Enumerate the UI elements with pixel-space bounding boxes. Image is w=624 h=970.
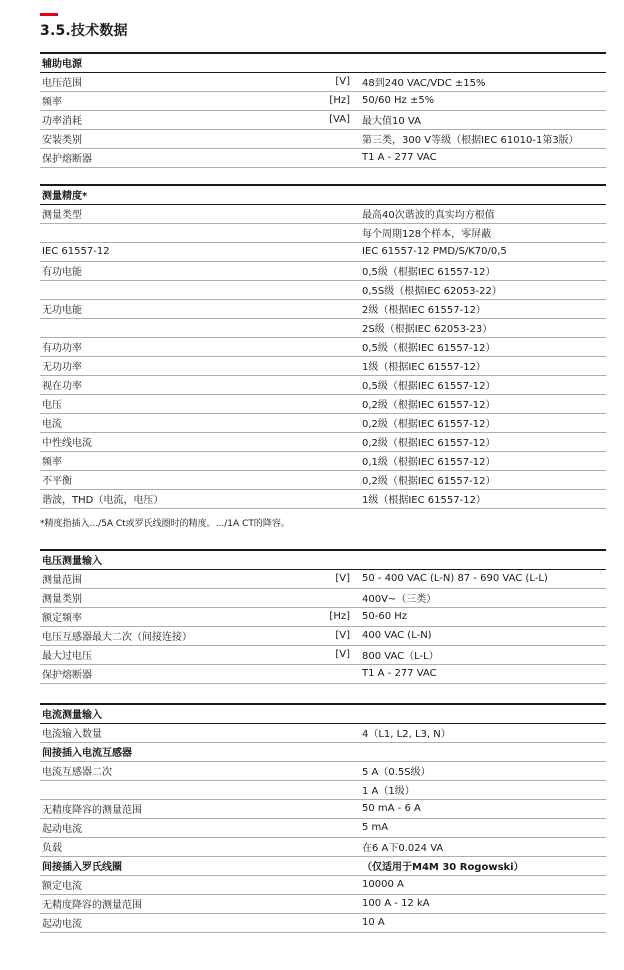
row-unit — [320, 356, 358, 375]
row-value: 2S级（根据IEC 62053-23） — [358, 318, 606, 337]
row-value: 50-60 Hz — [358, 607, 606, 626]
table-row — [40, 148, 606, 167]
row-label: 电流输入数量 — [40, 723, 320, 742]
row-unit — [320, 375, 358, 394]
row-value: 1 A（1级） — [358, 780, 606, 799]
row-unit: [VA] — [320, 110, 358, 129]
table-row — [40, 451, 606, 470]
row-label: 最大过电压 — [40, 645, 320, 664]
row-value: 0,2级（根据IEC 61557-12） — [358, 470, 606, 489]
row-label: 保护熔断器 — [40, 664, 320, 683]
row-label: 额定频率 — [40, 607, 320, 626]
table-row — [40, 318, 606, 337]
row-value: 400 VAC (L-N) — [358, 626, 606, 645]
table-row — [40, 432, 606, 451]
section-title: 辅助电源 — [40, 53, 606, 72]
row-unit — [320, 470, 358, 489]
row-unit — [320, 742, 358, 761]
row-value: 400V~（三类） — [358, 588, 606, 607]
table-row — [40, 242, 606, 261]
table-row — [40, 894, 606, 913]
section-header — [40, 704, 606, 723]
table-row — [40, 780, 606, 799]
row-label — [40, 280, 320, 299]
table-row — [40, 837, 606, 856]
table-row — [40, 299, 606, 318]
measurement-accuracy-table — [40, 184, 606, 509]
row-unit — [320, 413, 358, 432]
row-unit — [320, 588, 358, 607]
row-value: 1级（根据IEC 61557-12） — [358, 489, 606, 508]
row-label: 中性线电流 — [40, 432, 320, 451]
table-row — [40, 607, 606, 626]
row-label — [40, 318, 320, 337]
row-label: 视在功率 — [40, 375, 320, 394]
row-label: 不平衡 — [40, 470, 320, 489]
row-label: IEC 61557-12 — [40, 242, 320, 261]
row-value: 48到240 VAC/VDC ±15% — [358, 72, 606, 91]
row-value: IEC 61557-12 PMD/S/K70/0,5 — [358, 242, 606, 261]
row-unit — [320, 761, 358, 780]
row-unit: [V] — [320, 569, 358, 588]
row-unit — [320, 894, 358, 913]
table-row — [40, 280, 606, 299]
title-accent-bar — [40, 13, 58, 16]
row-label: 安装类别 — [40, 129, 320, 148]
row-unit: [Hz] — [320, 607, 358, 626]
row-label: 电压互感器最大二次（间接连接） — [40, 626, 320, 645]
row-value: 最高40次谐波的真实均方根值 — [358, 204, 606, 223]
section-header — [40, 550, 606, 569]
row-value: 2级（根据IEC 61557-12） — [358, 299, 606, 318]
current-input-table — [40, 703, 606, 933]
row-value: 在6 A下0.024 VA — [358, 837, 606, 856]
row-unit — [320, 723, 358, 742]
table-row — [40, 856, 606, 875]
row-value: 最大值10 VA — [358, 110, 606, 129]
table-row — [40, 588, 606, 607]
table-row — [40, 337, 606, 356]
table-row — [40, 645, 606, 664]
row-label: 无功电能 — [40, 299, 320, 318]
row-value: 50/60 Hz ±5% — [358, 91, 606, 110]
row-unit: [V] — [320, 626, 358, 645]
row-value: 0,5级（根据IEC 61557-12） — [358, 337, 606, 356]
row-unit — [320, 242, 358, 261]
row-value: 5 A（0.5S级） — [358, 761, 606, 780]
row-unit — [320, 261, 358, 280]
row-label: 测量类型 — [40, 204, 320, 223]
row-value: 0,2级（根据IEC 61557-12） — [358, 432, 606, 451]
row-value: 50 - 400 VAC (L-N) 87 - 690 VAC (L-L) — [358, 569, 606, 588]
section-title: 电压测量输入 — [40, 550, 606, 569]
row-unit — [320, 664, 358, 683]
row-unit — [320, 223, 358, 242]
row-label: 电流 — [40, 413, 320, 432]
table-row — [40, 261, 606, 280]
section-header — [40, 185, 606, 204]
row-value: 0,1级（根据IEC 61557-12） — [358, 451, 606, 470]
row-unit — [320, 337, 358, 356]
row-value: T1 A - 277 VAC — [358, 148, 606, 167]
table-row — [40, 413, 606, 432]
row-unit — [320, 799, 358, 818]
row-unit: [Hz] — [320, 91, 358, 110]
row-unit — [320, 129, 358, 148]
section-title: 测量精度* — [40, 185, 606, 204]
table-row — [40, 626, 606, 645]
row-value: 0,2级（根据IEC 61557-12） — [358, 394, 606, 413]
row-value: 50 mA - 6 A — [358, 799, 606, 818]
table-row — [40, 723, 606, 742]
row-unit: [V] — [320, 72, 358, 91]
table-row — [40, 913, 606, 932]
row-unit — [320, 394, 358, 413]
table-row — [40, 394, 606, 413]
row-value: 800 VAC（L-L） — [358, 645, 606, 664]
row-label: 测量类别 — [40, 588, 320, 607]
row-label: 功率消耗 — [40, 110, 320, 129]
row-value: 第三类，300 V等级（根据IEC 61010-1第3版） — [358, 129, 606, 148]
row-unit — [320, 318, 358, 337]
row-unit — [320, 451, 358, 470]
row-label: 起动电流 — [40, 818, 320, 837]
row-unit — [320, 489, 358, 508]
row-label: 额定电流 — [40, 875, 320, 894]
row-label: 电压 — [40, 394, 320, 413]
table-row — [40, 110, 606, 129]
row-label: 测量范围 — [40, 569, 320, 588]
table-row — [40, 818, 606, 837]
row-label: 无精度降容的测量范围 — [40, 799, 320, 818]
row-label: 间接插入罗氏线圈 — [40, 856, 320, 875]
row-label: 有功功率 — [40, 337, 320, 356]
row-label: 谐波，THD（电流，电压） — [40, 489, 320, 508]
row-label: 间接插入电流互感器 — [40, 742, 320, 761]
row-unit — [320, 280, 358, 299]
row-label: 电流互感器二次 — [40, 761, 320, 780]
row-unit — [320, 780, 358, 799]
row-value: 0,5级（根据IEC 61557-12） — [358, 261, 606, 280]
row-label: 起动电流 — [40, 913, 320, 932]
row-value: （仅适用于M4M 30 Rogowski） — [358, 856, 606, 875]
row-unit — [320, 148, 358, 167]
table-row — [40, 204, 606, 223]
row-unit — [320, 432, 358, 451]
table-row — [40, 223, 606, 242]
row-label: 无功功率 — [40, 356, 320, 375]
row-value: 0,5级（根据IEC 61557-12） — [358, 375, 606, 394]
row-label — [40, 780, 320, 799]
table-row — [40, 569, 606, 588]
row-unit — [320, 856, 358, 875]
voltage-input-table — [40, 549, 606, 684]
row-value: 0,2级（根据IEC 61557-12） — [358, 413, 606, 432]
row-unit — [320, 875, 358, 894]
table-row — [40, 129, 606, 148]
table-row — [40, 72, 606, 91]
row-value: 10 A — [358, 913, 606, 932]
row-value: 5 mA — [358, 818, 606, 837]
row-label: 保护熔断器 — [40, 148, 320, 167]
page-title: 3.5.技术数据 — [40, 23, 128, 39]
table-row — [40, 91, 606, 110]
row-unit — [320, 913, 358, 932]
row-unit: [V] — [320, 645, 358, 664]
row-label: 频率 — [40, 91, 320, 110]
row-label: 频率 — [40, 451, 320, 470]
row-value: T1 A - 277 VAC — [358, 664, 606, 683]
accuracy-footnote: *精度指插入.../5A Ct或罗氏线圈时的精度。.../1A CT的降容。 — [40, 519, 290, 529]
row-value: 1级（根据IEC 61557-12） — [358, 356, 606, 375]
row-label: 电压范围 — [40, 72, 320, 91]
table-row — [40, 875, 606, 894]
row-unit — [320, 837, 358, 856]
row-value: 10000 A — [358, 875, 606, 894]
row-value: 每个周期128个样本，零屏蔽 — [358, 223, 606, 242]
row-label: 负载 — [40, 837, 320, 856]
section-header — [40, 53, 606, 72]
row-unit — [320, 299, 358, 318]
table-row — [40, 799, 606, 818]
row-value: 4（L1, L2, L3, N） — [358, 723, 606, 742]
table-row — [40, 761, 606, 780]
row-value: 0,5S级（根据IEC 62053-22） — [358, 280, 606, 299]
row-label — [40, 223, 320, 242]
row-unit — [320, 818, 358, 837]
table-row — [40, 742, 606, 761]
table-row — [40, 356, 606, 375]
row-label: 有功电能 — [40, 261, 320, 280]
section-title: 电流测量输入 — [40, 704, 606, 723]
table-row — [40, 470, 606, 489]
row-unit — [320, 204, 358, 223]
table-row — [40, 375, 606, 394]
row-value — [358, 742, 606, 761]
row-label: 无精度降容的测量范围 — [40, 894, 320, 913]
aux-power-table — [40, 52, 606, 168]
table-row — [40, 664, 606, 683]
table-row — [40, 489, 606, 508]
row-value: 100 A - 12 kA — [358, 894, 606, 913]
